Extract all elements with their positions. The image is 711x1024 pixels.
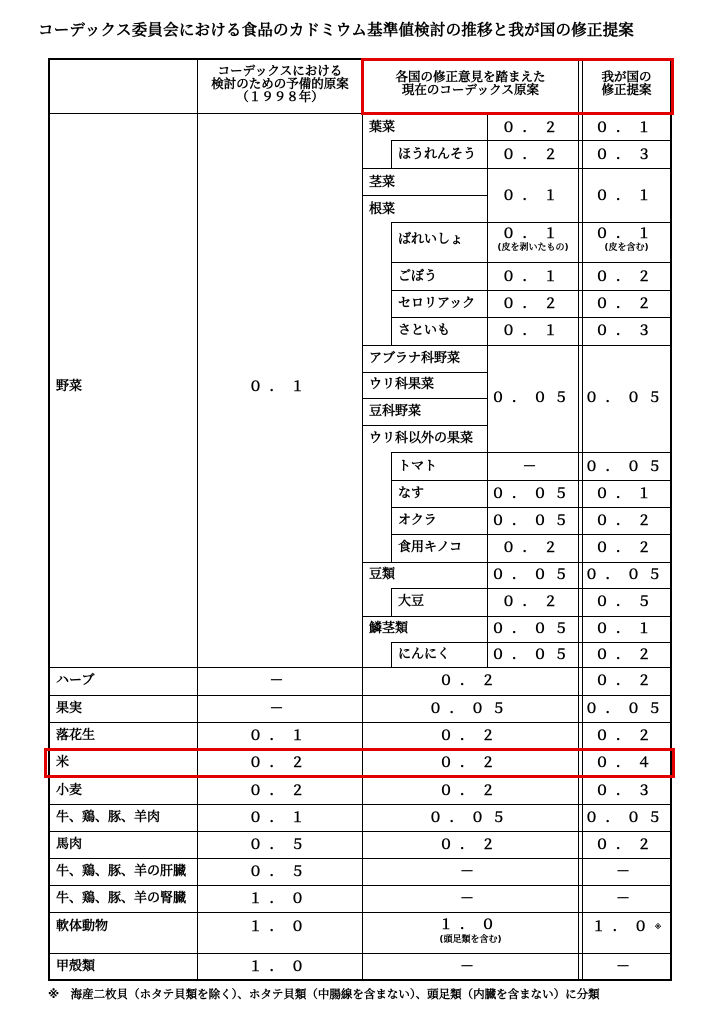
label-potato: ばれいしょ [398, 232, 464, 247]
japan-eggplant: ０．１ [595, 486, 658, 502]
label-soybean: 大豆 [398, 594, 425, 609]
highlight-box-rice-row [44, 748, 675, 778]
current-mushroom: ０．２ [501, 540, 565, 556]
current-okra: ０．０５ [491, 513, 575, 529]
japan-spinach: ０．３ [595, 147, 658, 163]
prelim-vegetables: ０．１ [248, 379, 312, 395]
label-taro: さといも [398, 323, 451, 338]
highlight-box-header [361, 58, 674, 115]
japan-mollusc: １．０※ [591, 919, 662, 935]
japan-okra: ０．２ [595, 513, 658, 529]
japan-taro: ０．３ [595, 323, 658, 339]
label-leafy: 葉菜 [369, 120, 396, 135]
japan-celeriac: ０．２ [595, 296, 658, 312]
japan-brassica-group: ０．０５ [584, 390, 669, 406]
japan-potato-note: (皮を含む) [604, 243, 649, 253]
label-mushroom: 食用キノコ [398, 540, 463, 555]
current-garlic: ０．０５ [491, 647, 575, 663]
japan-stem-root: ０．１ [595, 188, 658, 204]
page-title: コーデックス委員会における食品のカドミウム基準値検討の推移と我が国の修正提案 [38, 21, 634, 39]
label-cucurbit: ウリ科果菜 [369, 377, 435, 392]
label-eggplant: なす [398, 486, 425, 501]
japan-soybean: ０．５ [595, 594, 658, 610]
label-spinach: ほうれんそう [398, 147, 477, 162]
label-brassica: アブラナ科野菜 [369, 351, 461, 366]
current-tomato: － [522, 459, 544, 475]
current-spinach: ０．２ [501, 147, 565, 163]
current-leafy: ０．２ [501, 120, 565, 136]
current-brassica-group: ０．０５ [491, 390, 575, 406]
current-potato-note: (皮を剥いたもの) [497, 243, 569, 253]
japan-leafy: ０．１ [595, 120, 658, 136]
label-pulses: 豆類 [369, 567, 396, 582]
label-bulb: 鱗茎類 [369, 621, 409, 636]
japan-tomato: ０．０５ [584, 459, 669, 475]
japan-bulb: ０．１ [595, 621, 658, 637]
japan-potato: ０．１ [595, 226, 658, 242]
current-taro: ０．１ [501, 323, 565, 339]
label-okra: オクラ [398, 513, 437, 528]
japan-mushroom: ０．２ [595, 540, 658, 556]
japan-pulses: ０．０５ [584, 567, 669, 583]
current-potato: ０．１ [501, 226, 565, 242]
current-pulses: ０．０５ [491, 567, 575, 583]
label-root: 根菜 [369, 202, 396, 217]
header-current: 各国の修正意見を踏まえた 現在のコーデックス原案 [395, 69, 546, 97]
footnote-mark: ※ [654, 923, 662, 931]
document-page: コーデックス委員会における食品のカドミウム基準値検討の推移と我が国の修正提案 コーデックスにおける 検討のための予備的原案 （１９９８年） 各国の修正意見を踏まえた 現在のコーデックス原案 我が国の 修正提案 野菜 ０．１ 葉菜 ０．２ ０．１ ほうれんそう ０．２ ０．３ 茎菜 根菜 ０．１ ０．１ ばれいしょ ０．１ (皮を剥いたもの) ０．１ (皮を含む) ごぼう ０．１ ０．２ セロリアック ０．２ ０．２ さといも ０．１ ０．３ アブラナ科野菜 ウリ科果菜 豆科野菜 ウリ科以外の果菜 ０．０５ ０．０５ トマト － ０．０５ なす ０．０５ ０．１ オクラ ０．０５ ０．２ 食用キノコ ０．２ ０．２ 豆類 ０．０５ ０．０５ 大豆 ０．２ ０．５ 鱗茎類 ０．０５ ０．１ にんにく ０．０５ ０．２ ハーブ － ０．２ ０．２ 果実 － ０．０５ ０．０５ 落花生 ０．１ ０．２ ０．２ 米 ０．２ ０．２ ０．４ 小麦 ０．２ ０．２ ０．３ 牛、鶏、豚、羊肉 ０．１ ０．０５ ０．０５ 馬肉 ０．５ ０．２ ０．２ 牛、鶏、豚、羊の肝臓 ０．５ － － 牛、鶏、豚、羊の腎臓 １．０ － － 軟体動物 １．０ １．０ (頭足類を含む) １．０※ 甲殻類 １．０ － － ※ 海産二枚貝（ホタテ貝類を除く）、ホタテ貝類（中腸線を含まない）、頭足類（内臓を含まない）に分類 [0, 0, 711, 1024]
header-prelim: コーデックスにおける 検討のための予備的原案 （１９９８年） [211, 63, 349, 104]
current-burdock: ０．１ [501, 269, 565, 285]
header-japan: 我が国の 修正提案 [601, 69, 652, 97]
label-garlic: にんにく [398, 647, 451, 662]
current-bulb: ０．０５ [491, 621, 575, 637]
mollusc-note: (頭足類を含む) [439, 935, 502, 945]
footnote: ※ 海産二枚貝（ホタテ貝類を除く）、ホタテ貝類（中腸線を含まない）、頭足類（内臓を含まない）に分類 [48, 987, 600, 1001]
label-legume: 豆科野菜 [369, 404, 422, 419]
current-stem-root: ０．１ [501, 188, 565, 204]
current-celeriac: ０．２ [501, 296, 565, 312]
label-tomato: トマト [398, 459, 438, 474]
label-fruiting: ウリ科以外の果菜 [369, 431, 474, 446]
current-eggplant: ０．０５ [491, 486, 575, 502]
japan-garlic: ０．２ [595, 647, 658, 663]
label-celeriac: セロリアック [398, 296, 476, 311]
row-label-vegetables: 野菜 [56, 379, 83, 394]
label-stem: 茎菜 [369, 175, 396, 190]
japan-burdock: ０．２ [595, 269, 658, 285]
current-soybean: ０．２ [501, 594, 565, 610]
label-burdock: ごぼう [398, 269, 438, 284]
